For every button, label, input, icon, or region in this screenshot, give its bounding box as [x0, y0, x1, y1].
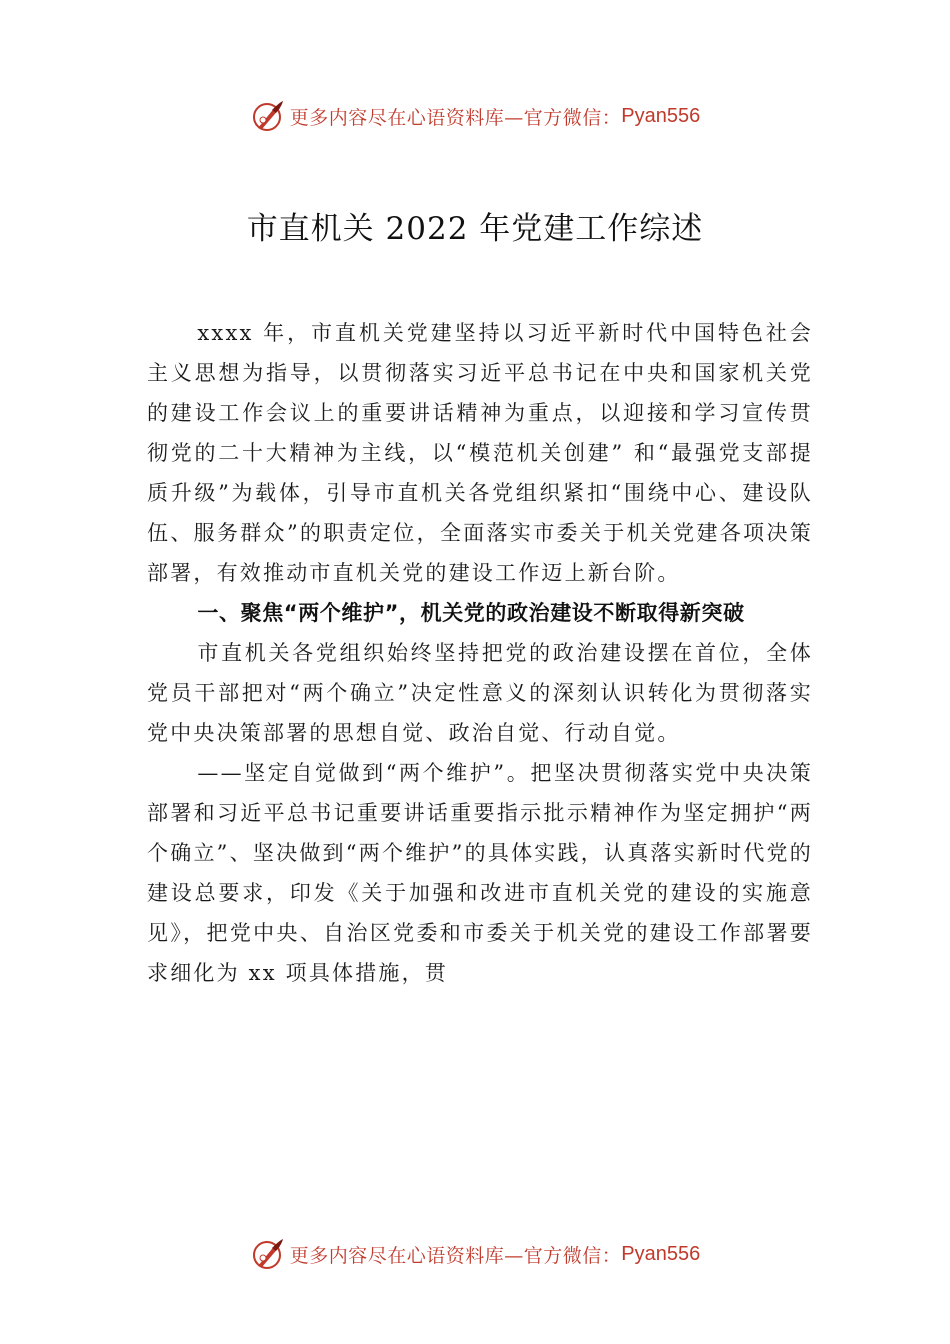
quill-seal-logo-icon [250, 98, 286, 134]
watermark-banner-bottom [0, 1234, 950, 1274]
document-body [147, 313, 813, 993]
intro-paragraph: xxxx 年，市直机关党建坚持以习近平新时代中国特色社会主义思想为指导，以贯彻落实习近平总书记在中央和国家机关党的建设工作会议上的重要讲话精神为重点，以迎接和学习宣传贯彻党的二十大精神为主线，以“模范机关创建” 和“最强党支部提质升级”为载体，引导市直机关各党组织紧扣“围绕中心、建设队伍、服务群众”的职责定位，全面落实市委关于机关党建各项决策部署，有效推动市直机关党的建设工作迈上新台阶。 [147, 321, 813, 585]
quill-seal-logo-icon [250, 1236, 286, 1272]
section-heading: 一、聚焦“两个维护”，机关党的政治建设不断取得新突破 [197, 601, 745, 625]
watermark-text: 更多内容尽在心语资料库—官方微信： [289, 106, 622, 129]
document-title: 市直机关 2022 年党建工作综述 [246, 211, 704, 247]
watermark-wechat-id: Pyan556 [621, 104, 701, 127]
watermark-banner-top [0, 96, 950, 136]
watermark-wechat-id: Pyan556 [621, 1242, 701, 1265]
watermark-text: 更多内容尽在心语资料库—官方微信： [289, 1244, 622, 1267]
section-paragraph: 市直机关各党组织始终坚持把党的政治建设摆在首位，全体党员干部把对“两个确立”决定性意义的深刻认识转化为贯彻落实党中央决策部署的思想自觉、政治自觉、行动自觉。 [147, 641, 813, 745]
section-paragraph: ——坚定自觉做到“两个维护”。把坚决贯彻落实党中央决策部署和习近平总书记重要讲话重要指示批示精神作为坚定拥护“两个确立”、坚决做到“两个维护”的具体实践，认真落实新时代党的建设总要求，印发《关于加强和改进市直机关党的建设的实施意见》，把党中央、自治区党委和市委关于机关党的建设工作部署要求细化为 xx 项具体措施，贯 [147, 761, 813, 985]
